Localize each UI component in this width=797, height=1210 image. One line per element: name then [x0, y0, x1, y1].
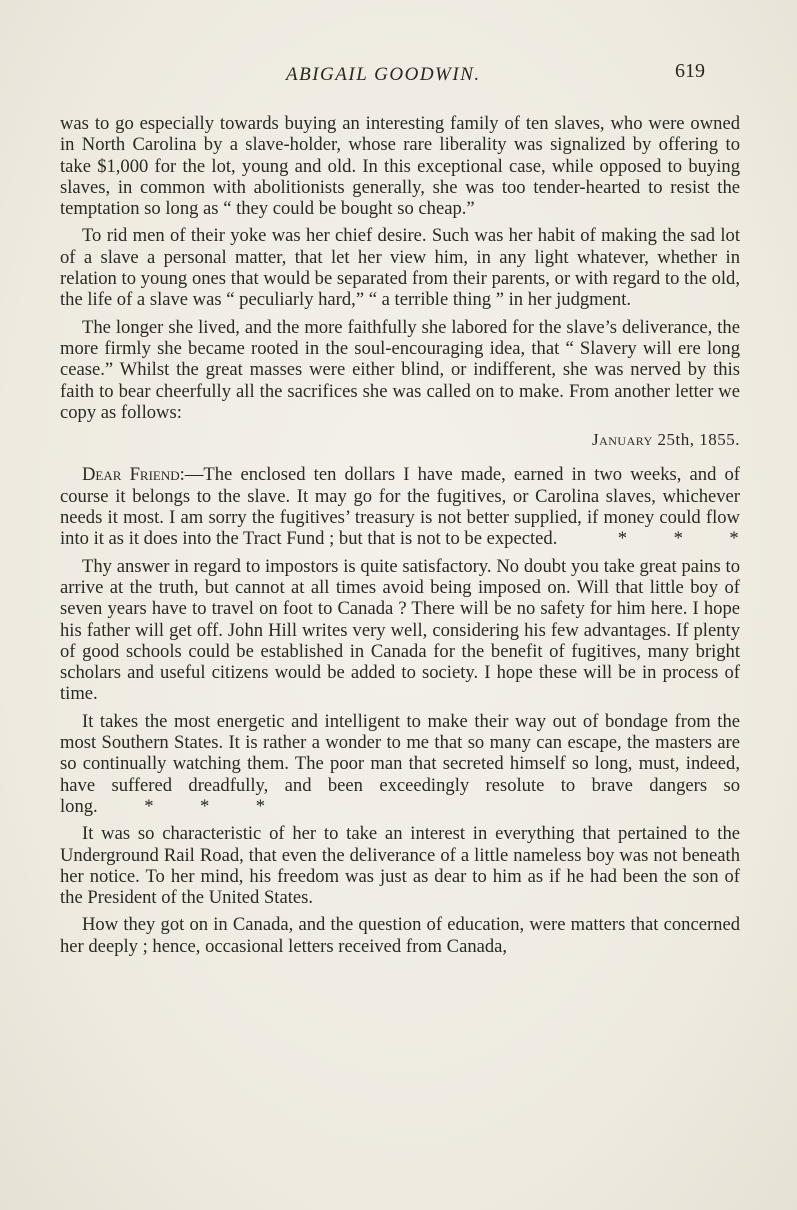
letter-paragraph [60, 711, 740, 817]
letter-paragraph-text: :—The enclosed ten dollars I have made, earned in two weeks, and of course it belongs to the slave. It may go for the fugitives, or Carolina slaves, whichever needs it most. I am sorry the fugitives’ treasury is not better supplied, if money could flow into it as it does into the Tract Fund ; but that is not to be expected. [60, 464, 740, 550]
letter-paragraph [60, 464, 740, 549]
paragraph: To rid men of their yoke was her chief desire. Such was her habit of making the sad lot of a slave a personal matter, that let her view him, in any light whatever, whether in relation to young ones that would be separated from their parents, or with regard to the old, the life of a slave was “ peculiarly hard,” “ a terrible thing ” in her judgment. [60, 225, 740, 311]
paragraph: The longer she lived, and the more faithfully she labored for the slave’s deliverance, the more firmly she became rooted in the soul-encouraging idea, that “ Slavery will ere long cease.” Whilst the great masses were either blind, or indifferent, she was nerved by this faith to bear cheerfully all the sacrifices she was called on to make. From another letter we copy as follows: [60, 316, 740, 423]
paragraph: How they got on in Canada, and the question of education, were matters that concerned her deeply ; hence, occasional letters received from Canada, [60, 914, 740, 957]
page-number: 619 [675, 60, 705, 82]
dateline-month: January [591, 430, 653, 450]
letter-paragraph: Thy answer in regard to impostors is quite satisfactory. No doubt you take great pains to arrive at the truth, but cannot at all times avoid being imposed on. Will that little boy of seven years have to travel on foot to Canada ? There will be no safety for him here. I hope his father will get off. John Hill writes very well, considering his few advantages. If plenty of good schools could be established in Canada for the benefit of fugitives, many bright scholars and useful citizens would be added to society. I hope these will be in process of time. [60, 555, 740, 705]
paragraph: was to go especially towards buying an interesting family of ten slaves, who were owned in North Carolina by a slave-holder, whose rare liberality was signalized by offering to take $1,000 for the lot, young and old. In this exceptional case, while opposed to buying slaves, in common with abolitionists generally, she was too tender-hearted to resist the temptation so long as “ they could be bought so cheap.” [60, 113, 740, 220]
running-title: ABIGAIL GOODWIN. [286, 64, 481, 85]
body-text [60, 113, 740, 957]
paragraph: It was so characteristic of her to take an interest in everything that pertained to the Underground Rail Road, that even the deliverance of a little nameless boy was not beneath her notice. To her mind, his freedom was just as dear to him as if he had been the son of the President of the United States. [60, 823, 740, 909]
letter-salutation: Dear Friend [82, 464, 180, 486]
letter-dateline [60, 429, 740, 450]
dateline-rest: 25th, 1855. [657, 430, 740, 450]
letter-paragraph-text: It takes the most energetic and intelligent to make their way out of bondage from the most Southern States. It is rather a wonder to me that so many can escape, the masters are so continually watching them. The poor man that secreted himself so long, must, indeed, have suffered dreadfully, and been exceedingly resolute to brave dangers so long. [60, 710, 740, 817]
ellipsis-stars: * * * [617, 528, 739, 550]
page-header [0, 58, 797, 88]
ellipsis-stars: * * * [144, 795, 266, 817]
